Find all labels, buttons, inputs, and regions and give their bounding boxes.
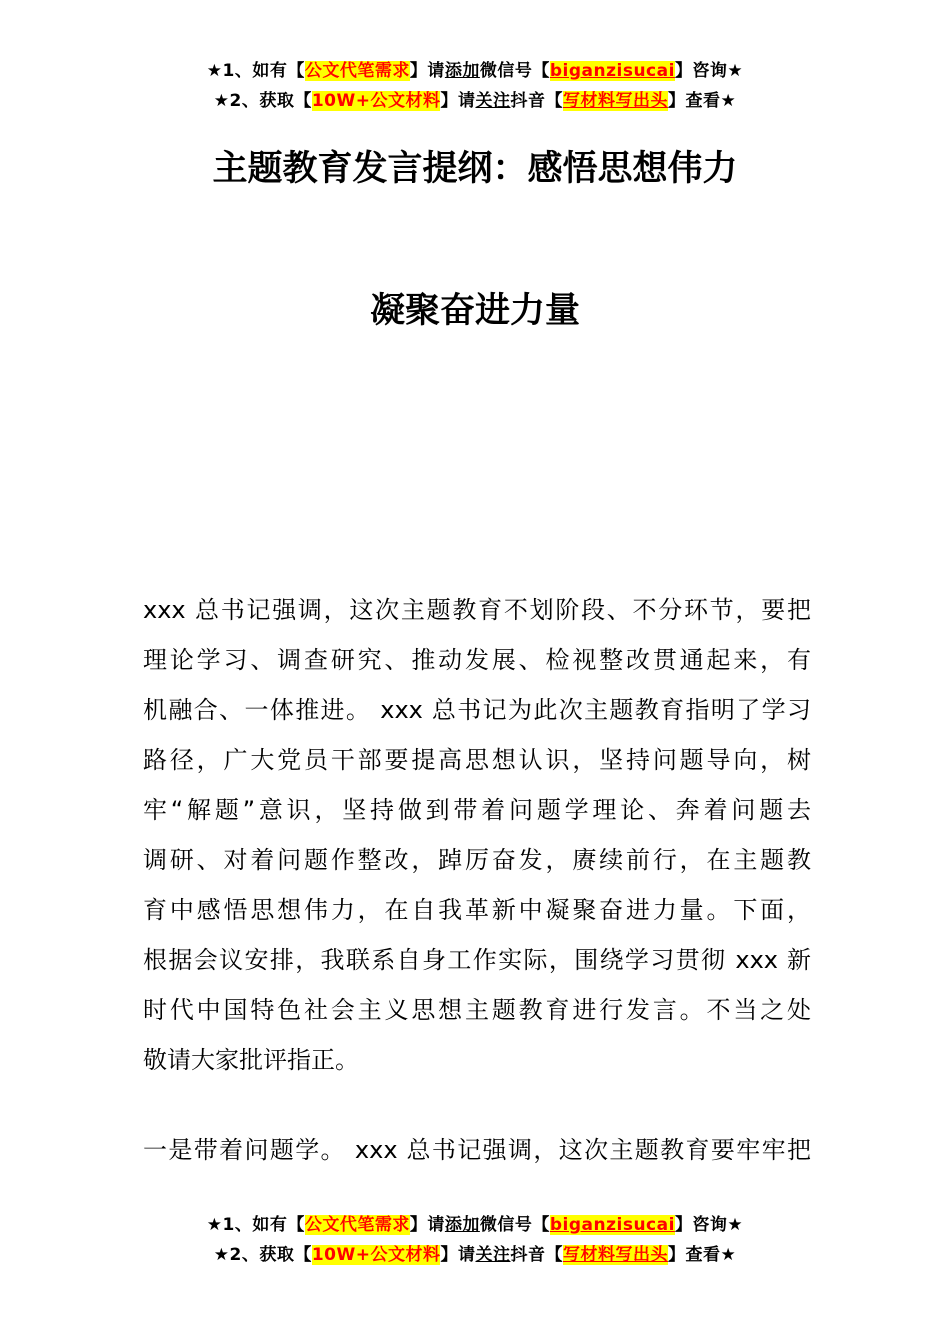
document-title-line1: 主题教育发言提纲：感悟思想伟力 xyxy=(212,149,738,189)
promo-text: 】查看★ xyxy=(667,91,737,111)
promo-highlight-material: 10W+公文材料 xyxy=(311,91,441,111)
promo-text: 】咨询★ xyxy=(674,61,744,81)
promo-underline-follow: 关注 xyxy=(475,1245,511,1265)
promo-wechat-id: biganzisucai xyxy=(549,61,675,81)
promo-highlight-need: 公文代笔需求 xyxy=(304,61,410,81)
body-line: 理论学习、调查研究、推动发展、检视整改贯通起来，有 xyxy=(143,646,811,674)
promo-text: 】请 xyxy=(409,61,445,81)
header-promo-line-1 xyxy=(0,56,950,86)
body-line: 牢“解题”意识，坚持做到带着问题学理论、奔着问题去 xyxy=(143,796,811,824)
promo-text: ★2、获取【 xyxy=(213,1245,312,1265)
footer-promo-line-2 xyxy=(0,1240,950,1270)
promo-text: 抖音【 xyxy=(510,91,563,111)
footer-promo-line-1 xyxy=(0,1210,950,1240)
promo-underline-add: 添加 xyxy=(444,61,480,81)
promo-text: ★2、获取【 xyxy=(213,91,312,111)
promo-text: 】请 xyxy=(409,1215,445,1235)
promo-douyin-id: 写材料写出头 xyxy=(562,91,668,111)
body-line: xxx 总书记强调，这次主题教育不划阶段、不分环节，要把 xyxy=(143,596,811,624)
body-line: 路径，广大党员干部要提高思想认识，坚持问题导向，树 xyxy=(143,746,811,774)
promo-text: 】请 xyxy=(440,1245,476,1265)
promo-highlight-material: 10W+公文材料 xyxy=(311,1245,441,1265)
promo-highlight-need: 公文代笔需求 xyxy=(304,1215,410,1235)
promo-text: 微信号【 xyxy=(479,61,550,81)
header-promo-line-2 xyxy=(0,86,950,116)
promo-douyin-id: 写材料写出头 xyxy=(562,1245,668,1265)
document-body xyxy=(143,585,811,1175)
promo-underline-add: 添加 xyxy=(444,1215,480,1235)
body-line: 一是带着问题学。 xxx 总书记强调，这次主题教育要牢牢把 xyxy=(143,1136,811,1164)
body-line: 时代中国特色社会主义思想主题教育进行发言。不当之处 xyxy=(143,996,811,1024)
promo-text: 】请 xyxy=(440,91,476,111)
promo-text: 微信号【 xyxy=(479,1215,550,1235)
header-promo xyxy=(0,56,950,116)
paragraph-gap xyxy=(143,1085,811,1125)
body-line: 调研、对着问题作整改，踔厉奋发，赓续前行，在主题教 xyxy=(143,846,811,874)
promo-text: 】咨询★ xyxy=(674,1215,744,1235)
promo-text: 】查看★ xyxy=(667,1245,737,1265)
footer-promo xyxy=(0,1210,950,1270)
body-line: 敬请大家批评指正。 xyxy=(143,1046,359,1074)
body-line: 机融合、一体推进。 xxx 总书记为此次主题教育指明了学习 xyxy=(143,696,811,724)
promo-wechat-id: biganzisucai xyxy=(549,1215,675,1235)
promo-underline-follow: 关注 xyxy=(475,91,511,111)
promo-text: ★1、如有【 xyxy=(206,1215,305,1235)
document-title-line2: 凝聚奋进力量 xyxy=(369,291,580,331)
body-line: 育中感悟思想伟力，在自我革新中凝聚奋进力量。下面， xyxy=(143,896,811,924)
promo-text: ★1、如有【 xyxy=(206,61,305,81)
body-line: 根据会议安排，我联系自身工作实际，围绕学习贯彻 xxx 新 xyxy=(143,946,811,974)
promo-text: 抖音【 xyxy=(510,1245,563,1265)
